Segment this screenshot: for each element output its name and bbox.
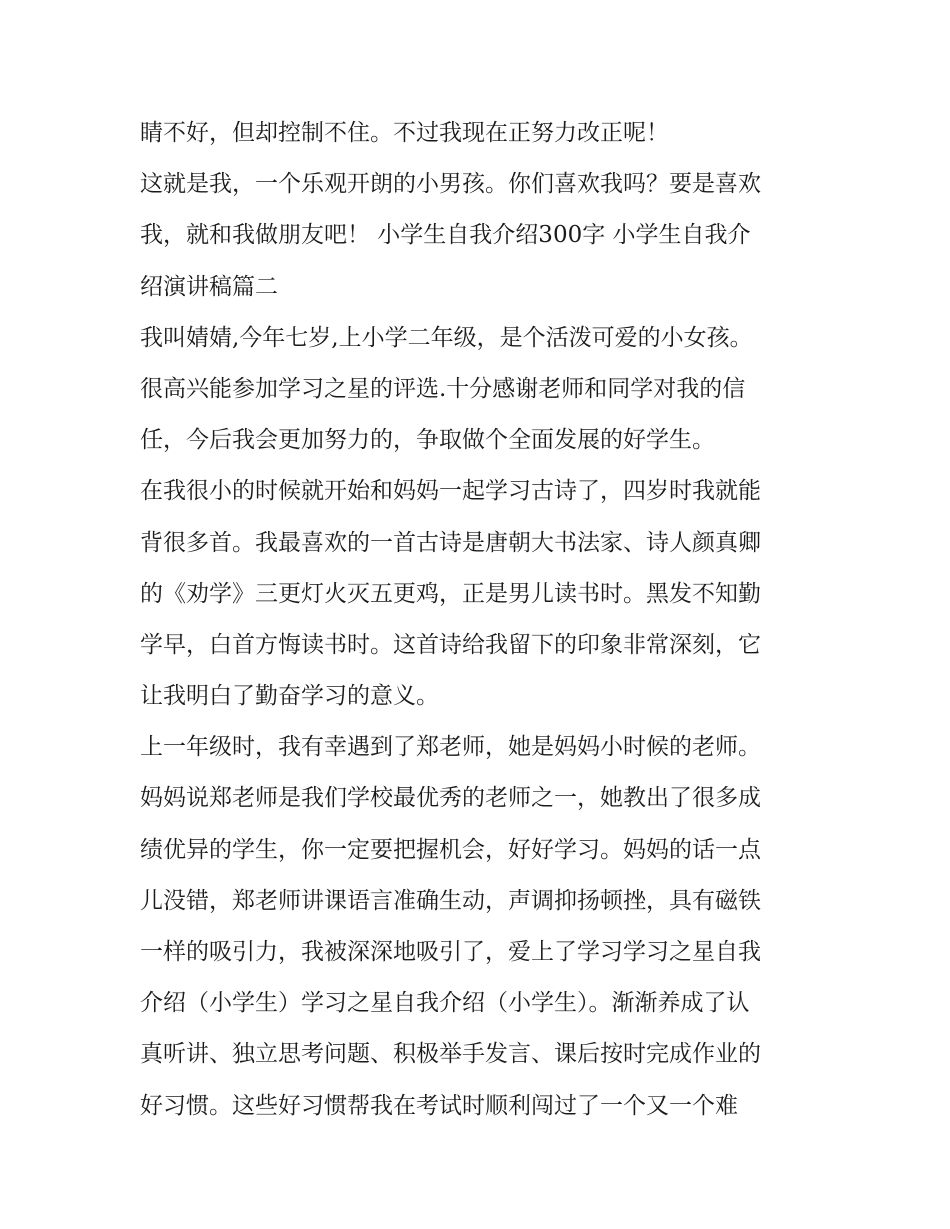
text-line: 绩优异的学生，你一定要把握机会，好好学习。妈妈的话一点 — [140, 836, 761, 863]
text-line: 睛不好，但却控制不住。不过我现在正努力改正呢！ — [140, 120, 669, 146]
text-line: 上一年级时，我有幸遇到了郑老师，她是妈妈小时候的老师。 — [140, 734, 761, 761]
text-line: 我叫婧婧,今年七岁,上小学二年级，是个活泼可爱的小女孩。 — [140, 324, 753, 351]
text-line: 的《劝学》三更灯火灭五更鸡，正是男儿读书时。黑发不知勤 — [140, 580, 761, 607]
text-line: 很高兴能参加学习之星的评选.十分感谢老师和同学对我的信 — [140, 375, 746, 402]
document-body — [140, 108, 820, 1132]
text-line: 学早，白首方悔读书时。这首诗给我留下的印象非常深刻，它 — [140, 631, 761, 658]
text-line: 让我明白了勤奋学习的意义。 — [140, 683, 439, 710]
text-line: 一样的吸引力，我被深深地吸引了，爱上了学习学习之星自我 — [140, 939, 761, 965]
text-line: 我，就和我做朋友吧！ 小学生自我介绍300字 小学生自我介 — [140, 222, 751, 249]
text-line: 真听讲、独立思考问题、积极举手发言、课后按时完成作业的 — [140, 1041, 761, 1068]
text-line: 在我很小的时候就开始和妈妈一起学习古诗了，四岁时我就能 — [140, 478, 761, 505]
text-line: 儿没错，郑老师讲课语言准确生动，声调抑扬顿挫，具有磁铁 — [140, 887, 761, 914]
text-line: 这就是我，一个乐观开朗的小男孩。你们喜欢我吗？要是喜欢 — [140, 171, 761, 198]
text-line: 妈妈说郑老师是我们学校最优秀的老师之一，她教出了很多成 — [140, 785, 761, 812]
text-line: 绍演讲稿篇二 — [140, 273, 278, 300]
text-line: 背很多首。我最喜欢的一首古诗是唐朝大书法家、诗人颜真卿 — [140, 529, 761, 556]
text-line: 任，今后我会更加努力的，争取做个全面发展的好学生。 — [140, 427, 715, 454]
text-line: 介绍（小学生）学习之星自我介绍（小学生）。渐渐养成了认 — [140, 990, 750, 1017]
text-line: 好习惯。这些好习惯帮我在考试时顺利闯过了一个又一个难 — [140, 1092, 738, 1119]
